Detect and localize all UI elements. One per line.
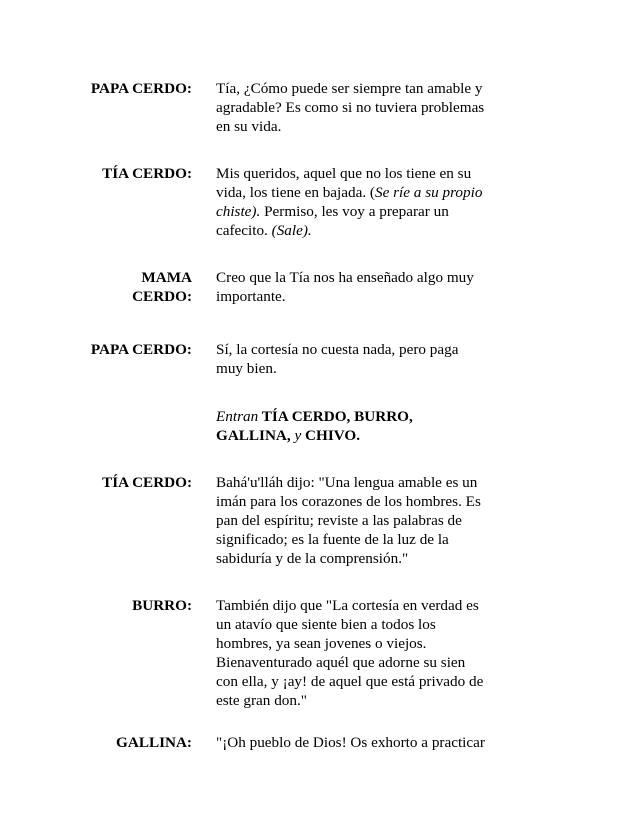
dialog-line: Sí, la cortesía no cuesta nada, pero paga [216, 341, 459, 358]
dialog-line: Bienaventurado aquél que adorne su sien [216, 654, 466, 671]
dialog-line: muy bien. [216, 360, 277, 377]
speaker-tia-cerdo: TÍA CERDO: [102, 165, 192, 182]
dialog-line: Mis queridos, aquel que no los tiene en su [216, 165, 472, 182]
stage-direction-line [216, 407, 413, 426]
dialog-line: importante. [216, 288, 286, 305]
dialog-line: imán para los corazones de los hombres. Es [216, 493, 481, 510]
dialog-line: hombres, ya sean jovenes o viejos. [216, 635, 427, 652]
dialog-text: Permiso, les voy a preparar un [260, 203, 449, 220]
speaker-tia-cerdo: TÍA CERDO: [102, 474, 192, 491]
dialog-line [216, 183, 482, 202]
dialog-line: También dijo que "La cortesía en verdad es [216, 597, 479, 614]
stage-direction: y [290, 427, 306, 444]
stage-direction: chiste). [216, 203, 261, 220]
dialog-line [216, 202, 449, 221]
stage-direction: (Sale). [271, 222, 312, 239]
dialog-line: pan del espíritu; reviste a las palabras de [216, 512, 462, 529]
speaker-mama-cerdo-line2: CERDO: [132, 288, 192, 305]
dialog-text: vida, los tiene en bajada. ( [216, 184, 375, 201]
dialog-line [216, 221, 312, 240]
stage-direction: Se ríe a su propio [375, 184, 483, 201]
dialog-line: Creo que la Tía nos ha enseñado algo muy [216, 269, 474, 286]
stage-direction-line [216, 426, 360, 445]
character-names: TÍA CERDO, BURRO, [258, 408, 413, 425]
dialog-line: Bahá'u'lláh dijo: "Una lengua amable es un [216, 474, 478, 491]
dialog-line: en su vida. [216, 118, 282, 135]
dialog-line: este gran don." [216, 692, 307, 709]
dialog-line: un atavío que siente bien a todos los [216, 616, 436, 633]
dialog-line: Tía, ¿Cómo puede ser siempre tan amable y [216, 80, 483, 97]
speaker-burro: BURRO: [132, 597, 192, 614]
dialog-line: con ella, y ¡ay! de aquel que está privado de [216, 673, 484, 690]
stage-direction: Entran [216, 408, 259, 425]
dialog-line: "¡Oh pueblo de Dios! Os exhorto a practicar [216, 734, 485, 751]
dialog-text: cafecito. [216, 222, 272, 239]
character-names: GALLINA, [216, 427, 291, 444]
speaker-gallina: GALLINA: [116, 734, 192, 751]
speaker-papa-cerdo: PAPA CERDO: [90, 341, 192, 358]
speaker-mama-cerdo-line1: MAMA [141, 269, 192, 286]
dialog-line: significado; es la fuente de la luz de la [216, 531, 449, 548]
dialog-line: agradable? Es como si no tuviera problemas [216, 99, 485, 116]
dialog-line: sabiduría y de la comprensión." [216, 550, 409, 567]
speaker-papa-cerdo: PAPA CERDO: [90, 80, 192, 97]
character-names: CHIVO. [305, 427, 360, 444]
